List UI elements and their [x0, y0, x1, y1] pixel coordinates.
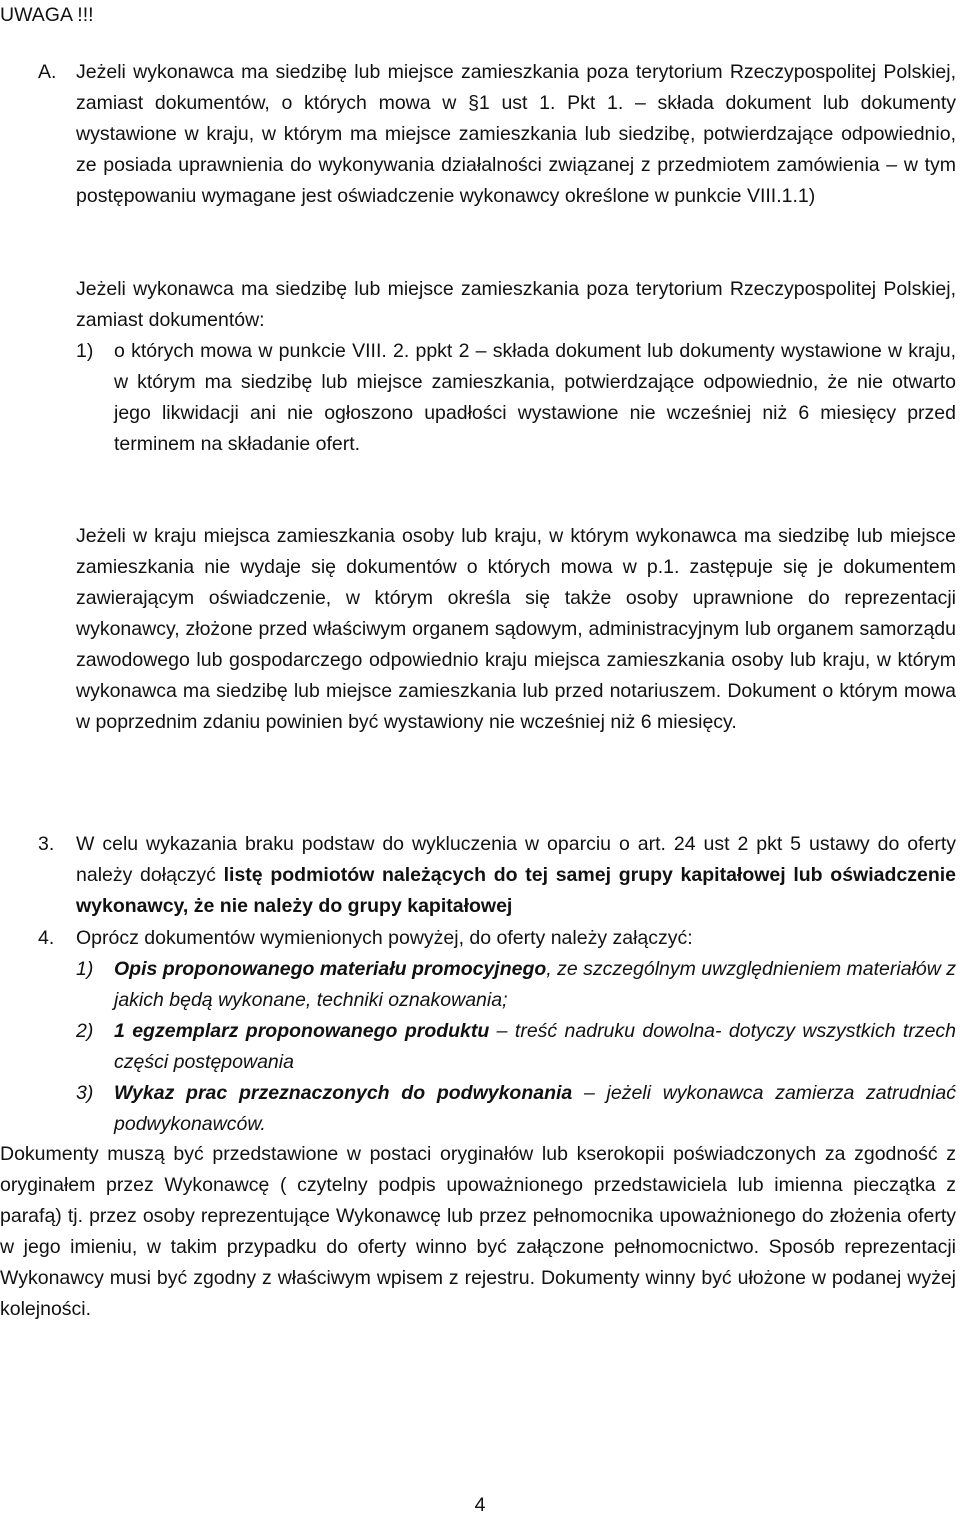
section-4-item-2-marker: 2) — [76, 1020, 94, 1042]
section-4-item-1-text — [114, 954, 956, 1016]
section-4-item-2-text — [114, 1016, 956, 1078]
section-4-item-3-rest: – jeżeli wykonawca zamierza zatrudniać podwykonawców. — [114, 1082, 956, 1135]
section-4-item-2-bold: 1 egzemplarz proponowanego produktu — [114, 1020, 490, 1042]
section-4-marker: 4. — [38, 927, 55, 949]
section-4-item-1-bold: Opis proponowanego materiału promocyjnego — [114, 958, 547, 980]
section-4-item-3-bold: Wykaz prac przeznaczonych do podwykonania — [114, 1082, 573, 1104]
page-heading: UWAGA !!! — [0, 4, 94, 26]
section-4-item-3-marker: 3) — [76, 1082, 94, 1104]
section-4-intro: Oprócz dokumentów wymienionych powyżej, do oferty należy załączyć: — [76, 927, 693, 949]
closing-paragraph: Dokumenty muszą być przedstawione w postaci oryginałów lub kserokopii poświadczonych za zgodność z oryginałem przez Wykonawcę ( czytelny podpis upoważnionego przedstawiciela lub imienna pieczątka z parafą) tj. przez osoby reprezentujące Wykonawcę lub przez pełnomocnika upoważnionego do złożenia oferty w jego imieniu, w takim przypadku do oferty winno być załączone pełnomocnictwo. Sposób reprezentacji Wykonawcy musi być zgodny z właściwym wpisem z rejestru. Dokumenty winny być ułożone w podanej wyżej kolejności. — [0, 1143, 956, 1320]
section-3-bold: listę podmiotów należących do tej samej grupy kapitałowej lub oświadczenie wykonawcy, że nie należy do grupy kapitałowej — [76, 864, 957, 917]
section-4-item-1-rest: , ze szczególnym uwzględnieniem materiałów z jakich będą wykonane, techniki oznakowania; — [114, 958, 957, 1011]
section-a-item-1-marker: 1) — [76, 340, 94, 362]
section-4-item-3-text — [114, 1078, 956, 1140]
section-a-paragraph-1: Jeżeli wykonawca ma siedzibę lub miejsce zamieszkania poza terytorium Rzeczypospolitej Polskiej, zamiast dokumentów, o których mowa w §1 ust 1. Pkt 1. – składa dokument lub dokumenty wystawione w kraju, w którym ma miejsce zamieszkania lub siedzibę, potwierdzające odpowiednio, ze posiada uprawnienia do wykonywania działalności związanej z przedmiotem zamówienia – w tym postępowaniu wymagane jest oświadczenie wykonawcy określone w punkcie VIII.1.1) — [76, 61, 956, 207]
section-4-item-2-rest: – treść nadruku dowolna- dotyczy wszystkich trzech części postępowania — [114, 1020, 957, 1073]
section-3-text — [76, 829, 956, 922]
section-a-item-1-text: o których mowa w punkcie VIII. 2. ppkt 2 – składa dokument lub dokumenty wystawione w kraju, w którym ma siedzibę lub miejsce zamieszkania, potwierdzające odpowiednio, że nie otwarto jego likwidacji ani nie ogłoszono upadłości wystawione nie wcześniej niż 6 miesięcy przed terminem na składanie ofert. — [114, 340, 956, 455]
section-4-item-1-marker: 1) — [76, 958, 94, 980]
page-number: 4 — [474, 1494, 486, 1516]
section-3-marker: 3. — [38, 833, 55, 855]
section-a-paragraph-3: Jeżeli w kraju miejsca zamieszkania osoby lub kraju, w którym wykonawca ma siedzibę lub miejsce zamieszkania nie wydaje się dokumentów o których mowa w p.1. zastępuje się je dokumentem zawierającym oświadczenie, w którym określa się także osoby uprawnione do reprezentacji wykonawcy, złożone przed właściwym organem sądowym, administracyjnym lub organem samorządu zawodowego lub gospodarczego odpowiednio kraju miejsca zamieszkania osoby lub kraju, w którym wykonawca ma siedzibę lub miejsce zamieszkania lub przed notariuszem. Dokument o którym mowa w poprzednim zdaniu powinien być wystawiony nie wcześniej niż 6 miesięcy. — [76, 525, 956, 733]
section-a-paragraph-2: Jeżeli wykonawca ma siedzibę lub miejsce zamieszkania poza terytorium Rzeczypospolitej Polskiej, zamiast dokumentów: — [76, 278, 956, 331]
section-a-marker: A. — [38, 61, 57, 83]
section-3-plain: W celu wykazania braku podstaw do wykluczenia w oparciu o art. 24 ust 2 pkt 5 ustawy do oferty należy dołączyć — [76, 833, 956, 886]
